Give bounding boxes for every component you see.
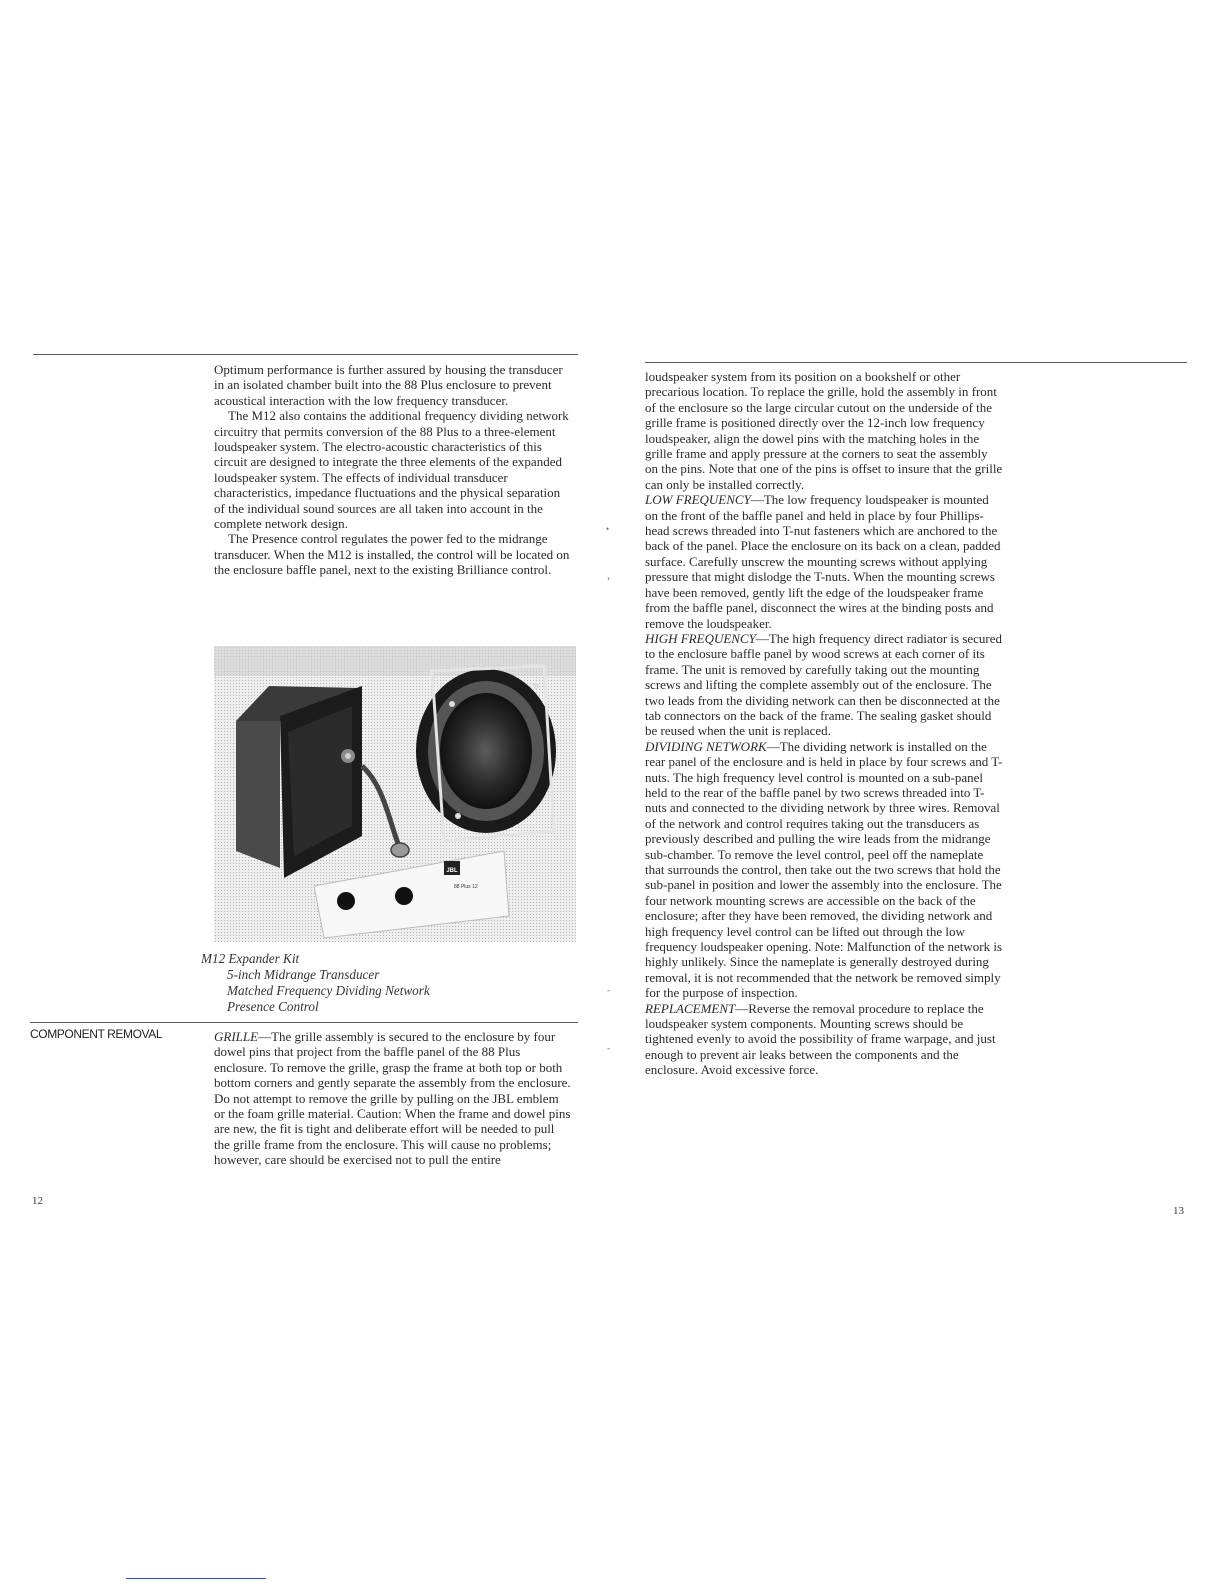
intro-paragraph-2: The M12 also contains the additional frequency dividing network circuitry that permits conversion of the 88 Plus to a three-element loudspeaker system. The electro-acoustic characteristics of this circuit are designed to integrate the three elements of the expanded loudspeaker system. The effects of individual transducer characteristics, impedance fluctuations and the physical separation of the individual sound sources are all taken into account in the complete network design. bbox=[214, 408, 569, 532]
scan-mark: • bbox=[606, 524, 610, 534]
scan-mark: - bbox=[607, 985, 610, 995]
replacement-body: —Reverse the removal procedure to replace the loudspeaker system components. Mounting screws should be tightened evenly to avoid the possibility of frame warpage, and just enough to prevent air leaks between the components and the enclosure. Avoid excessive force. bbox=[645, 1000, 996, 1078]
low-frequency-body: —The low frequency loudspeaker is mounted on the front of the baffle panel and held in place by four Phillips-head screws threaded into T-nut fasteners which are anchored to the back of the panel. Place the enclosure on its back on a clean, padded surface. Carefully unscrew the mounting screws without applying pressure that might dislodge the T-nuts. When the mounting screws have been removed, gently lift the edge of the loudspeaker frame from the baffle panel, disconnect the wires at the binding posts and remove the loudspeaker. bbox=[645, 492, 1001, 631]
scan-mark: - bbox=[607, 1043, 610, 1053]
m12-expander-kit-photo bbox=[214, 646, 576, 942]
grille-heading: GRILLE bbox=[214, 1029, 259, 1044]
top-rule-left bbox=[33, 354, 578, 355]
caption-item: Matched Frequency Dividing Network bbox=[227, 983, 430, 998]
caption-title: M12 Expander Kit bbox=[201, 951, 300, 966]
caption-item: 5-inch Midrange Transducer bbox=[227, 967, 380, 982]
scan-mark: › bbox=[607, 573, 610, 583]
low-frequency-heading: LOW FREQUENCY bbox=[645, 492, 751, 508]
grille-section bbox=[214, 1029, 572, 1168]
intro-paragraph-1: Optimum performance is further assured by housing the transducer in an isolated chamber built into the 88 Plus enclosure to prevent acoustical interaction with the low frequency transducer. bbox=[214, 362, 563, 408]
dividing-network-heading: DIVIDING NETWORK bbox=[645, 738, 767, 754]
high-frequency-heading: HIGH FREQUENCY bbox=[645, 630, 756, 646]
dividing-network-body: —The dividing network is installed on the rear panel of the enclosure and is held in place by four screws and T-nuts. The high frequency level control is mounted on a sub-panel held to the rear of the baffle panel by two screws threaded into T-nuts and connected to the dividing network by three wires. Removal of the network and control requires taking out the transducers as previously described and pulling the wire leads from the midrange sub-chamber. To remove the level control, peel off the nameplate that surrounds the control, then take out the two screws that hold the sub-panel in position and lower the assembly into the enclosure. The four network mounting screws are accessible on the back of the enclosure; after they have been removed, the dividing network and high frequency level control can be lifted out through the low frequency loudspeaker opening. Note: Malfunction of the network is highly unlikely. Since the nameplate is generally destroyed during removal, it is not recommended that the network be removed simply for the purpose of inspection. bbox=[645, 738, 1003, 1001]
top-rule-right bbox=[645, 362, 1187, 363]
page-number-left: 12 bbox=[32, 1195, 43, 1207]
low-frequency-paragraph bbox=[645, 492, 1003, 631]
photo-caption bbox=[201, 951, 430, 1015]
section-label-component-removal: COMPONENT REMOVAL bbox=[30, 1027, 163, 1041]
high-frequency-body: —The high frequency direct radiator is secured to the enclosure baffle panel by wood screws at each corner of its frame. The unit is removed by carefully taking out the mounting screws and lifting the complete assembly out of the enclosure. The two leads from the dividing network can then be disconnected at the tab connectors on the back of the frame. The sealing gasket should be reused when the unit is replaced. bbox=[645, 630, 1003, 739]
grille-paragraph bbox=[214, 1029, 572, 1168]
page-number-right: 13 bbox=[1173, 1205, 1184, 1217]
grille-continuation: loudspeaker system from its position on a bookshelf or other precarious location. To replace the grille, hold the assembly in front of the enclosure so the large circular cutout on the underside of the grille frame is positioned directly over the 12-inch low frequency loudspeaker, align the dowel pins with the matching holes in the grille frame and apply pressure at the corners to seat the assembly on the pins. Note that one of the pins is offset to insure that the grille can only be installed correctly. bbox=[645, 369, 1003, 492]
replacement-paragraph bbox=[645, 1001, 1003, 1078]
caption-item: Presence Control bbox=[227, 999, 319, 1014]
grille-body: —The grille assembly is secured to the enclosure by four dowel pins that project from the baffle panel of the 88 Plus enclosure. To remove the grille, grasp the frame at both top or both bottom corners and gently separate the assembly from the enclosure. Do not attempt to remove the grille by pulling on the JBL emblem or the foam grille material. Caution: When the frame and dowel pins are new, the fit is tight and deliberate effort will be needed to pull the grille frame from the enclosure. This will cause no problems; however, care should be exercised not to pull the entire bbox=[214, 1029, 571, 1168]
left-intro-text bbox=[214, 362, 572, 578]
high-frequency-paragraph bbox=[645, 631, 1003, 739]
dividing-network-paragraph bbox=[645, 739, 1003, 1001]
right-column-text bbox=[645, 369, 1003, 1078]
section-rule bbox=[30, 1022, 578, 1023]
nameplate-logo: JBL bbox=[446, 868, 458, 874]
replacement-heading: REPLACEMENT bbox=[645, 1000, 736, 1016]
bottom-edge-line bbox=[126, 1578, 266, 1579]
intro-paragraph-3: The Presence control regulates the power fed to the midrange transducer. When the M12 is installed, the control will be located on the enclosure baffle panel, next to the existing Brilliance control. bbox=[214, 531, 570, 578]
nameplate-text: 88 Plus 12 bbox=[454, 884, 478, 890]
